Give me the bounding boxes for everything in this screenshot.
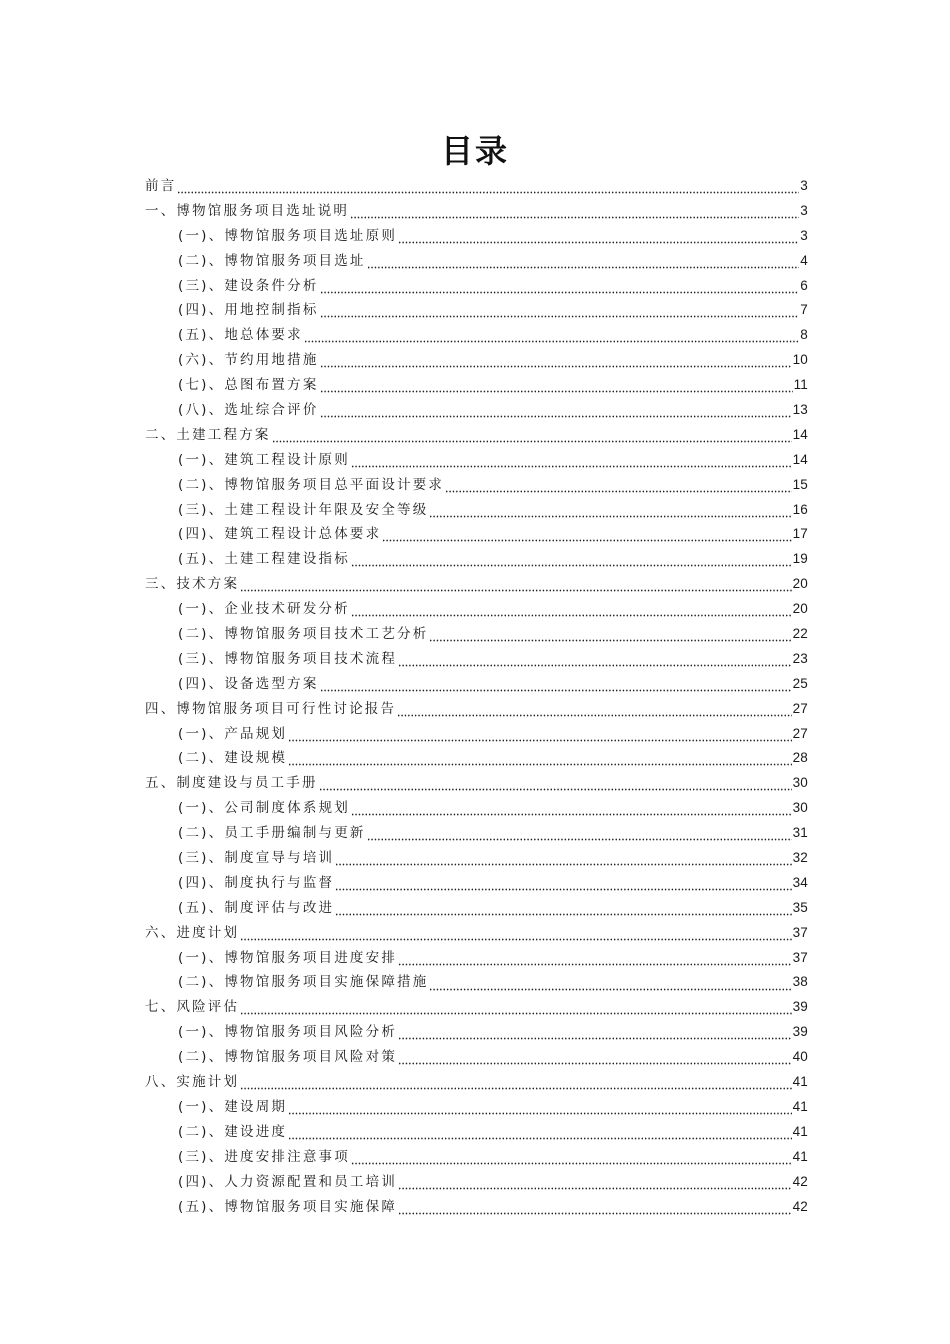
toc-entry-title: (一)、建设周期: [178, 1098, 288, 1115]
dot-leader: [351, 597, 792, 622]
toc-chapter-entry[interactable]: [145, 921, 808, 946]
toc-entry-title: (二)、博物馆服务项目总平面设计要求: [178, 476, 445, 493]
toc-entry-title: (一)、博物馆服务项目风险分析: [178, 1024, 398, 1041]
toc-page-number: 14: [792, 451, 808, 467]
toc-section-entry[interactable]: [145, 746, 808, 771]
toc-page-number: 3: [800, 227, 808, 243]
dot-leader: [335, 871, 791, 896]
toc-section-entry[interactable]: [145, 1145, 808, 1170]
toc-entry-title: 二、土建工程方案: [145, 426, 271, 443]
dot-leader: [288, 722, 791, 747]
toc-entry-title: (二)、博物馆服务项目实施保障措施: [178, 974, 429, 991]
toc-page-number: 7: [800, 302, 808, 318]
toc-page-number: 37: [792, 924, 808, 940]
toc-entry-title: 三、技术方案: [145, 576, 240, 593]
toc-page-number: 27: [792, 725, 808, 741]
toc-entry-title: (一)、企业技术研发分析: [178, 601, 350, 618]
toc-chapter-entry[interactable]: [145, 771, 808, 796]
toc-entry-title: (四)、人力资源配置和员工培训: [178, 1173, 398, 1190]
toc-page-number: 37: [792, 949, 808, 965]
toc-page-number: 30: [792, 800, 808, 816]
toc-page-number: 40: [792, 1049, 808, 1065]
dot-leader: [351, 1145, 792, 1170]
toc-entry-title: (四)、用地控制指标: [178, 302, 319, 319]
toc-entry-title: (三)、博物馆服务项目技术流程: [178, 650, 398, 667]
toc-section-entry[interactable]: [145, 373, 808, 398]
toc-section-entry[interactable]: [145, 522, 808, 547]
toc-page-number: 41: [792, 1148, 808, 1164]
toc-page-number: 20: [792, 576, 808, 592]
toc-section-entry[interactable]: [145, 1020, 808, 1045]
dot-leader: [367, 821, 792, 846]
toc-page-number: 41: [792, 1098, 808, 1114]
dot-leader: [350, 199, 799, 224]
toc-entry-title: (四)、制度执行与监督: [178, 874, 335, 891]
toc-page-number: 8: [800, 327, 808, 343]
dot-leader: [288, 746, 791, 771]
toc-entry-title: (三)、制度宣导与培训: [178, 850, 335, 867]
dot-leader: [429, 498, 791, 523]
toc-entry-title: (六)、节约用地措施: [178, 352, 319, 369]
toc-entry-title: (四)、设备选型方案: [178, 675, 319, 692]
toc-page-number: 41: [792, 1123, 808, 1139]
toc-section-entry[interactable]: [145, 1170, 808, 1195]
toc-entry-title: (五)、博物馆服务项目实施保障: [178, 1198, 398, 1215]
toc-section-entry[interactable]: [145, 597, 808, 622]
toc-page-number: 6: [800, 277, 808, 293]
toc-section-entry[interactable]: [145, 323, 808, 348]
toc-chapter-entry[interactable]: [145, 174, 808, 199]
toc-section-entry[interactable]: [145, 971, 808, 996]
toc-page-number: 4: [800, 252, 808, 268]
dot-leader: [382, 522, 791, 547]
toc-page-number: 41: [792, 1074, 808, 1090]
dot-leader: [288, 1095, 791, 1120]
toc-entry-title: (八)、选址综合评价: [178, 402, 319, 418]
toc-section-entry[interactable]: [145, 298, 808, 323]
toc-entry-title: (四)、建筑工程设计总体要求: [178, 526, 382, 543]
toc-section-entry[interactable]: [145, 274, 808, 299]
toc-section-entry[interactable]: [145, 249, 808, 274]
toc-page-number: 11: [793, 377, 808, 393]
toc-page-number: 30: [792, 775, 808, 791]
dot-leader: [351, 796, 792, 821]
toc-entry-title: (一)、博物馆服务项目选址原则: [178, 227, 398, 244]
toc-entry-title: 八、实施计划: [145, 1074, 240, 1091]
toc-entry-title: 五、制度建设与员工手册: [145, 775, 318, 792]
toc-section-entry[interactable]: [145, 871, 808, 896]
toc-page-number: 14: [792, 426, 808, 442]
toc-entry-title: 七、风险评估: [145, 999, 240, 1016]
dot-leader: [319, 771, 792, 796]
toc-page-number: 39: [792, 999, 808, 1015]
dot-leader: [397, 697, 791, 722]
toc-section-entry[interactable]: [145, 448, 808, 473]
toc-page-number: 20: [792, 601, 808, 617]
dot-leader: [335, 846, 791, 871]
toc-section-entry[interactable]: [145, 722, 808, 747]
toc-list: [145, 174, 808, 1219]
dot-leader: [367, 249, 800, 274]
toc-section-entry[interactable]: [145, 846, 808, 871]
toc-section-entry[interactable]: [145, 1045, 808, 1070]
toc-section-entry[interactable]: [145, 473, 808, 498]
dot-leader: [398, 647, 792, 672]
toc-section-entry[interactable]: [145, 896, 808, 921]
dot-leader: [398, 1020, 792, 1045]
toc-entry-title: (二)、博物馆服务项目技术工艺分析: [178, 626, 429, 643]
toc-chapter-entry[interactable]: [145, 1070, 808, 1095]
toc-entry-title: (三)、进度安排注意事项: [178, 1148, 350, 1165]
dot-leader: [351, 547, 792, 572]
toc-page-number: 16: [792, 501, 808, 517]
toc-entry-title: (五)、地总体要求: [178, 327, 303, 344]
toc-page-number: 39: [792, 1024, 808, 1040]
toc-section-entry[interactable]: [145, 498, 808, 523]
toc-entry-title: (二)、员工手册编制与更新: [178, 825, 366, 842]
toc-page-number: 19: [792, 551, 808, 567]
toc-section-entry[interactable]: [145, 1120, 808, 1145]
toc-section-entry[interactable]: [145, 821, 808, 846]
toc-section-entry[interactable]: [145, 224, 808, 249]
toc-section-entry[interactable]: [145, 622, 808, 647]
toc-entry-title: (五)、土建工程建设指标: [178, 551, 350, 568]
dot-leader: [320, 398, 792, 423]
toc-entry-title: 前言: [145, 177, 177, 194]
dot-leader: [240, 572, 791, 597]
toc-page-number: 22: [792, 626, 808, 642]
dot-leader: [398, 946, 792, 971]
toc-section-entry[interactable]: [145, 796, 808, 821]
toc-entry-title: (三)、土建工程设计年限及安全等级: [178, 501, 429, 518]
toc-entry-title: (二)、建设规模: [178, 750, 288, 767]
dot-leader: [272, 423, 792, 448]
dot-leader: [240, 995, 791, 1020]
toc-page-number: 34: [792, 874, 808, 890]
toc-section-entry[interactable]: [145, 647, 808, 672]
toc-section-entry[interactable]: [145, 1195, 808, 1220]
toc-page-number: 38: [792, 974, 808, 990]
toc-section-entry[interactable]: [145, 398, 808, 423]
toc-page-number: 28: [792, 750, 808, 766]
toc-section-entry[interactable]: [145, 1095, 808, 1120]
toc-entry-title: (一)、博物馆服务项目进度安排: [178, 949, 398, 966]
toc-section-entry[interactable]: [145, 946, 808, 971]
toc-entry-title: (七)、总图布置方案: [178, 377, 319, 394]
toc-page-number: 35: [792, 899, 808, 915]
toc-title: 目录: [440, 132, 509, 170]
toc-entry-title: (一)、产品规划: [178, 725, 288, 742]
toc-chapter-entry[interactable]: [145, 995, 808, 1020]
dot-leader: [320, 298, 800, 323]
toc-entry-title: 四、博物馆服务项目可行性讨论报告: [145, 700, 397, 717]
toc-chapter-entry[interactable]: [145, 572, 808, 597]
toc-page-number: 42: [792, 1198, 808, 1214]
dot-leader: [240, 1070, 791, 1095]
toc-page-number: 23: [792, 650, 808, 666]
toc-chapter-entry[interactable]: [145, 423, 808, 448]
toc-page-number: 10: [792, 352, 808, 368]
toc-page-number: 17: [792, 526, 808, 542]
toc-page-number: 13: [792, 402, 808, 417]
toc-entry-title: (五)、制度评估与改进: [178, 899, 335, 916]
toc-page-number: 32: [792, 850, 808, 866]
toc-page-number: 42: [792, 1173, 808, 1189]
toc-page-number: 3: [800, 202, 808, 218]
toc-page-number: 3: [800, 177, 808, 193]
toc-entry-title: 六、进度计划: [145, 924, 240, 941]
toc-page-number: 25: [792, 675, 808, 691]
toc-page-number: 27: [792, 700, 808, 716]
dot-leader: [320, 672, 792, 697]
toc-section-entry[interactable]: [145, 672, 808, 697]
dot-leader: [320, 373, 793, 398]
dot-leader: [177, 174, 799, 199]
dot-leader: [320, 348, 792, 373]
toc-section-entry[interactable]: [145, 547, 808, 572]
toc-chapter-entry[interactable]: [145, 697, 808, 722]
toc-entry-title: (二)、博物馆服务项目选址: [178, 252, 366, 269]
toc-chapter-entry[interactable]: [145, 199, 808, 224]
dot-leader: [351, 448, 792, 473]
dot-leader: [398, 1195, 792, 1220]
toc-page-number: 15: [792, 476, 808, 492]
dot-leader: [320, 274, 800, 299]
dot-leader: [429, 622, 791, 647]
toc-page-number: 31: [792, 825, 808, 841]
toc-entry-title: (一)、公司制度体系规划: [178, 800, 350, 817]
dot-leader: [398, 1170, 792, 1195]
toc-entry-title: (三)、建设条件分析: [178, 277, 319, 294]
dot-leader: [304, 323, 799, 348]
toc-entry-title: (二)、博物馆服务项目风险对策: [178, 1049, 398, 1066]
dot-leader: [398, 224, 799, 249]
dot-leader: [335, 896, 791, 921]
dot-leader: [288, 1120, 791, 1145]
toc-entry-title: (二)、建设进度: [178, 1123, 288, 1140]
dot-leader: [398, 1045, 792, 1070]
dot-leader: [240, 921, 791, 946]
dot-leader: [429, 971, 791, 996]
toc-entry-title: (一)、建筑工程设计原则: [178, 451, 350, 468]
toc-entry-title: 一、博物馆服务项目选址说明: [145, 202, 350, 219]
toc-section-entry[interactable]: [145, 348, 808, 373]
dot-leader: [445, 473, 791, 498]
